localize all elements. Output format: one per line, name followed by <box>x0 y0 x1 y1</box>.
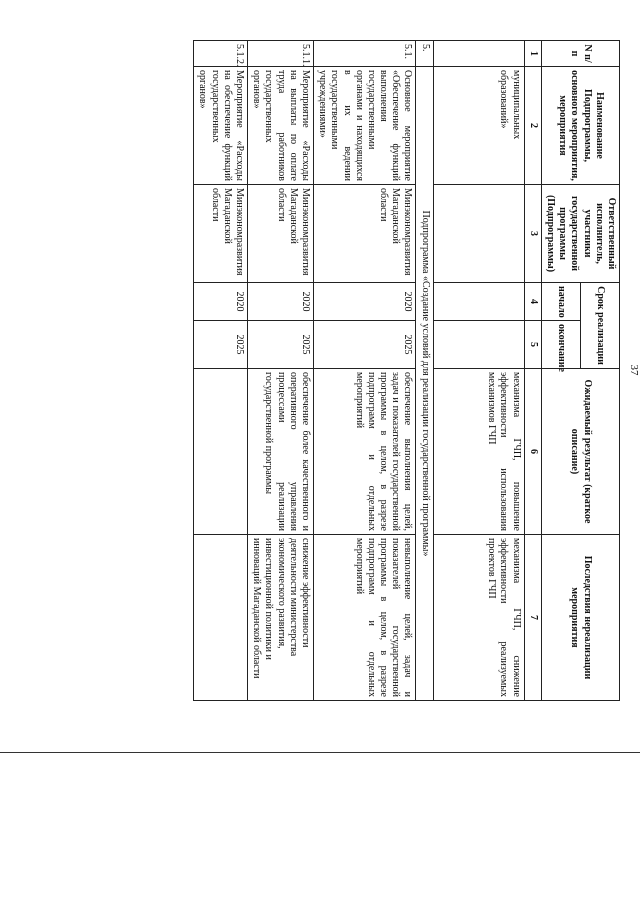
row-start: 2020 <box>314 283 417 321</box>
header-end: окончание <box>541 321 580 369</box>
header-consequences: Последствия нереализации мероприятия <box>541 535 619 701</box>
row-name: муниципальных образований» <box>433 67 524 185</box>
row-end <box>433 321 524 369</box>
header-num: N п/п <box>541 41 619 67</box>
header-period: Срок реализации <box>580 283 619 369</box>
row-consequences: механизма ГЧП, снижение эффективности реализуемых проектов ГЧП <box>433 535 524 701</box>
row-end: 2025 <box>248 321 314 369</box>
section-title: Подпрограмма «Создание условий для реализации государственной программы» <box>416 67 433 701</box>
row-start: 2020 <box>194 283 248 321</box>
section-num: 5. <box>416 41 433 67</box>
index-cell: 6 <box>524 369 541 535</box>
row-responsible: Минэкономразвития Магаданской области <box>314 185 417 283</box>
row-start: 2020 <box>248 283 314 321</box>
row-name: Мероприятие «Расходы на обеспечение функций государственных органов» <box>194 67 248 185</box>
table-row <box>433 41 524 701</box>
row-responsible <box>433 185 524 283</box>
header-result: Ожидаемый результат (краткое описание) <box>541 369 619 535</box>
row-result: механизма ГЧП, повышение эффективности использования механизмов ГЧП <box>433 369 524 535</box>
row-name: Основное мероприятие «Обеспечение функций выполнения государственными органами и находящихся в их ведении государственными учреждениями» <box>314 67 417 185</box>
header-name: Наименование Подпрограммы, основного мероприятия, мероприятия <box>541 67 619 185</box>
row-consequences <box>194 535 248 701</box>
index-cell: 1 <box>524 41 541 67</box>
row-end: 2025 <box>194 321 248 369</box>
index-cell: 7 <box>524 535 541 701</box>
table-row <box>194 41 248 701</box>
header-start: начало <box>541 283 580 321</box>
row-num: 5.1. <box>314 41 417 67</box>
index-cell: 4 <box>524 283 541 321</box>
row-responsible: Минэкономразвития Магаданской области <box>194 185 248 283</box>
table-row <box>248 41 314 701</box>
index-cell: 2 <box>524 67 541 185</box>
row-end: 2025 <box>314 321 417 369</box>
row-consequences: снижение эффективности деятельности министерства экономического развития, инвестиционной политики и инноваций Магаданской области <box>248 535 314 701</box>
row-result: обеспечение выполнения целей, задач и показателей государственной программы в целом, в разрезе подпрограмм и отдельных мероприятий <box>314 369 417 535</box>
index-row <box>524 41 541 701</box>
row-result: обеспечение более качественного и оперативного управления процессами реализации государственной программы <box>248 369 314 535</box>
row-name: Мероприятие «Расходы на выплаты по оплате труда работников государственных органов» <box>248 67 314 185</box>
activities-table <box>193 40 620 701</box>
section-row <box>416 41 433 701</box>
row-start <box>433 283 524 321</box>
row-num <box>433 41 524 67</box>
index-cell: 5 <box>524 321 541 369</box>
row-consequences: невыполнение целей, задач и показателей государственной программы в целом, в разрезе подпрограмм и отдельных мероприятий <box>314 535 417 701</box>
rotated-page <box>82 30 640 710</box>
index-cell: 3 <box>524 185 541 283</box>
row-num: 5.1.2. <box>194 41 248 67</box>
page-bottom-rule <box>0 752 640 753</box>
row-result <box>194 369 248 535</box>
header-row <box>580 41 619 701</box>
header-responsible: Ответственный исполнитель, участники государственной программы (Подпрограммы) <box>541 185 619 283</box>
page-number: 37 <box>628 364 640 376</box>
row-responsible: Минэкономразвития Магаданской области <box>248 185 314 283</box>
table-row <box>314 41 417 701</box>
row-num: 5.1.1. <box>248 41 314 67</box>
